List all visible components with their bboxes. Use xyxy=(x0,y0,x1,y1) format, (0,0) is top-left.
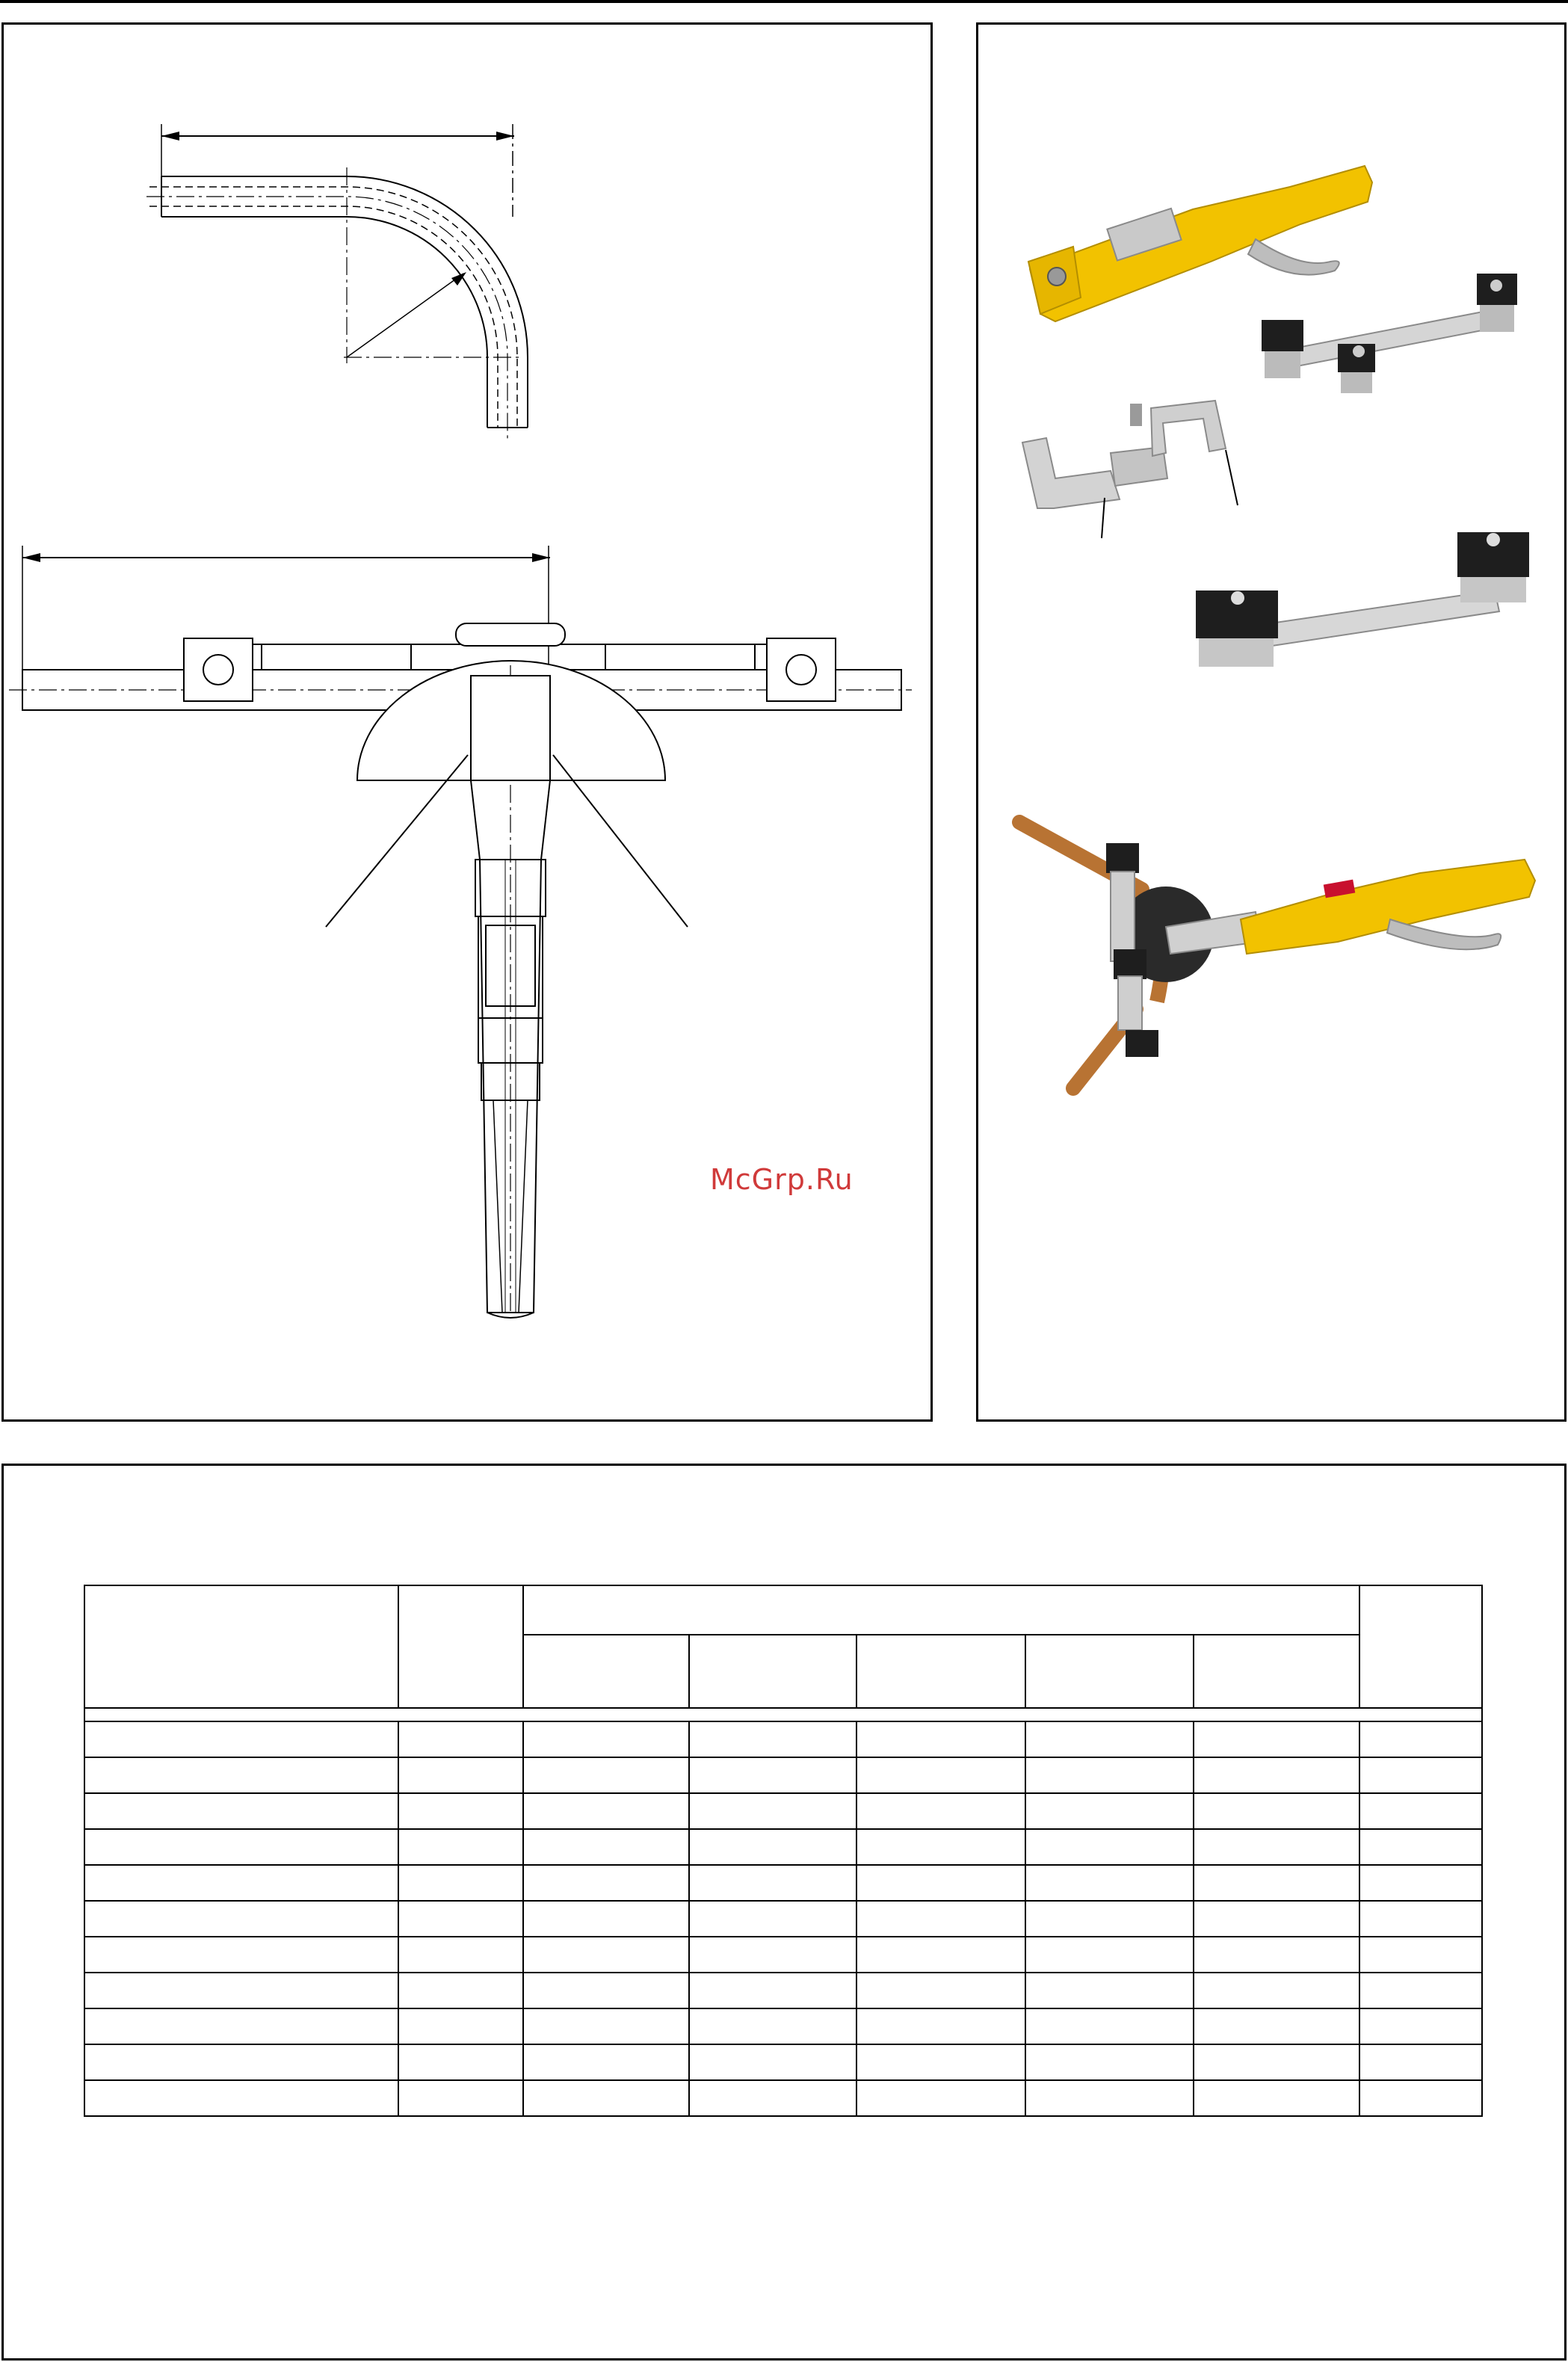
table-cell xyxy=(1025,2008,1194,2044)
table-cell xyxy=(689,1901,856,1937)
table-cell xyxy=(398,2080,524,2116)
table-cell xyxy=(398,1793,524,1829)
specification-table xyxy=(84,1585,1483,2117)
subheader-cell xyxy=(689,1635,856,1708)
table-cell xyxy=(856,1793,1025,1829)
watermark: McGrp.Ru xyxy=(710,1163,854,1196)
table-cell xyxy=(1194,1721,1359,1757)
table-row xyxy=(84,1829,1482,1865)
table-cell xyxy=(398,1721,524,1757)
table-cell xyxy=(689,1973,856,2008)
table-cell xyxy=(856,2008,1025,2044)
product-photos-panel xyxy=(976,22,1567,1422)
table-cell xyxy=(689,1829,856,1865)
table-cell xyxy=(523,1829,689,1865)
header-cell xyxy=(1359,1585,1482,1708)
table-cell xyxy=(84,1865,398,1901)
table-cell xyxy=(1359,1793,1482,1829)
table-row xyxy=(84,1901,1482,1937)
table-row xyxy=(84,1937,1482,1973)
table-cell xyxy=(856,1721,1025,1757)
table-cell xyxy=(1194,1865,1359,1901)
table-cell xyxy=(1359,1721,1482,1757)
table-row xyxy=(84,2080,1482,2116)
table-cell xyxy=(1194,1901,1359,1937)
table-cell xyxy=(689,1865,856,1901)
table-cell xyxy=(398,2044,524,2080)
table-cell xyxy=(689,2080,856,2116)
subheader-cell xyxy=(1194,1635,1359,1708)
table-cell xyxy=(523,1937,689,1973)
table-cell xyxy=(398,1757,524,1793)
table-row xyxy=(84,1757,1482,1793)
table-cell xyxy=(523,1757,689,1793)
table-cell xyxy=(523,1901,689,1937)
table-gap xyxy=(84,1708,1482,1721)
table-cell xyxy=(523,1865,689,1901)
table-cell xyxy=(398,1901,524,1937)
table-cell xyxy=(1359,2044,1482,2080)
table-cell xyxy=(398,2008,524,2044)
table-cell xyxy=(1359,2008,1482,2044)
technical-drawing-panel xyxy=(1,22,933,1422)
table-cell xyxy=(523,2008,689,2044)
table-cell xyxy=(523,1973,689,2008)
table-cell xyxy=(1025,1793,1194,1829)
table-cell xyxy=(1194,2044,1359,2080)
table-cell xyxy=(84,1721,398,1757)
table-cell xyxy=(1025,1829,1194,1865)
table-row xyxy=(84,1721,1482,1757)
table-cell xyxy=(689,2008,856,2044)
table-cell xyxy=(398,1829,524,1865)
table-cell xyxy=(1359,1865,1482,1901)
table-cell xyxy=(398,1865,524,1901)
table-cell xyxy=(84,2044,398,2080)
table-cell xyxy=(689,1721,856,1757)
table-cell xyxy=(1194,1973,1359,2008)
table-cell xyxy=(1359,2080,1482,2116)
table-cell xyxy=(689,1793,856,1829)
table-cell xyxy=(523,1721,689,1757)
table-cell xyxy=(84,1829,398,1865)
table-cell xyxy=(1194,2008,1359,2044)
table-row xyxy=(84,1793,1482,1829)
table-body xyxy=(84,1721,1482,2116)
table-row xyxy=(84,1865,1482,1901)
table-cell xyxy=(84,1901,398,1937)
table-row xyxy=(84,1973,1482,2008)
table-cell xyxy=(84,2008,398,2044)
table-cell xyxy=(1194,1757,1359,1793)
subheader-cell xyxy=(523,1635,689,1708)
table-cell xyxy=(1025,1937,1194,1973)
table-cell xyxy=(856,1865,1025,1901)
table-cell xyxy=(1359,1757,1482,1793)
table-cell xyxy=(1359,1973,1482,2008)
table-cell xyxy=(1194,2080,1359,2116)
table-cell xyxy=(84,1793,398,1829)
table-cell xyxy=(1025,1901,1194,1937)
table-cell xyxy=(856,2044,1025,2080)
table-cell xyxy=(689,1757,856,1793)
table-cell xyxy=(856,1937,1025,1973)
table-cell xyxy=(1025,2044,1194,2080)
table-header-row xyxy=(84,1585,1482,1635)
table-cell xyxy=(1025,1865,1194,1901)
table-cell xyxy=(1194,1829,1359,1865)
header-cell xyxy=(84,1585,398,1708)
table-cell xyxy=(84,1937,398,1973)
table-cell xyxy=(856,1973,1025,2008)
table-row xyxy=(84,2044,1482,2080)
table-cell xyxy=(1359,1829,1482,1865)
table-cell xyxy=(1194,1793,1359,1829)
table-cell xyxy=(1025,2080,1194,2116)
table-cell xyxy=(398,1937,524,1973)
header-cell xyxy=(398,1585,524,1708)
table-cell xyxy=(523,1793,689,1829)
table-cell xyxy=(523,2044,689,2080)
table-cell xyxy=(1025,1973,1194,2008)
table-cell xyxy=(856,2080,1025,2116)
table-cell xyxy=(84,2080,398,2116)
table-cell xyxy=(856,1901,1025,1937)
header-cell xyxy=(523,1585,1359,1635)
table-cell xyxy=(1025,1757,1194,1793)
table-cell xyxy=(1025,1721,1194,1757)
table-cell xyxy=(689,1937,856,1973)
table-cell xyxy=(1359,1901,1482,1937)
table-cell xyxy=(84,1757,398,1793)
table-cell xyxy=(523,2080,689,2116)
table-row xyxy=(84,2008,1482,2044)
subheader-cell xyxy=(1025,1635,1194,1708)
table-cell xyxy=(1359,1937,1482,1973)
subheader-cell xyxy=(856,1635,1025,1708)
top-rule xyxy=(0,0,1568,3)
table-cell xyxy=(398,1973,524,2008)
table-cell xyxy=(689,2044,856,2080)
table-cell xyxy=(1194,1937,1359,1973)
table-cell xyxy=(856,1829,1025,1865)
table-cell xyxy=(856,1757,1025,1793)
table-cell xyxy=(84,1973,398,2008)
